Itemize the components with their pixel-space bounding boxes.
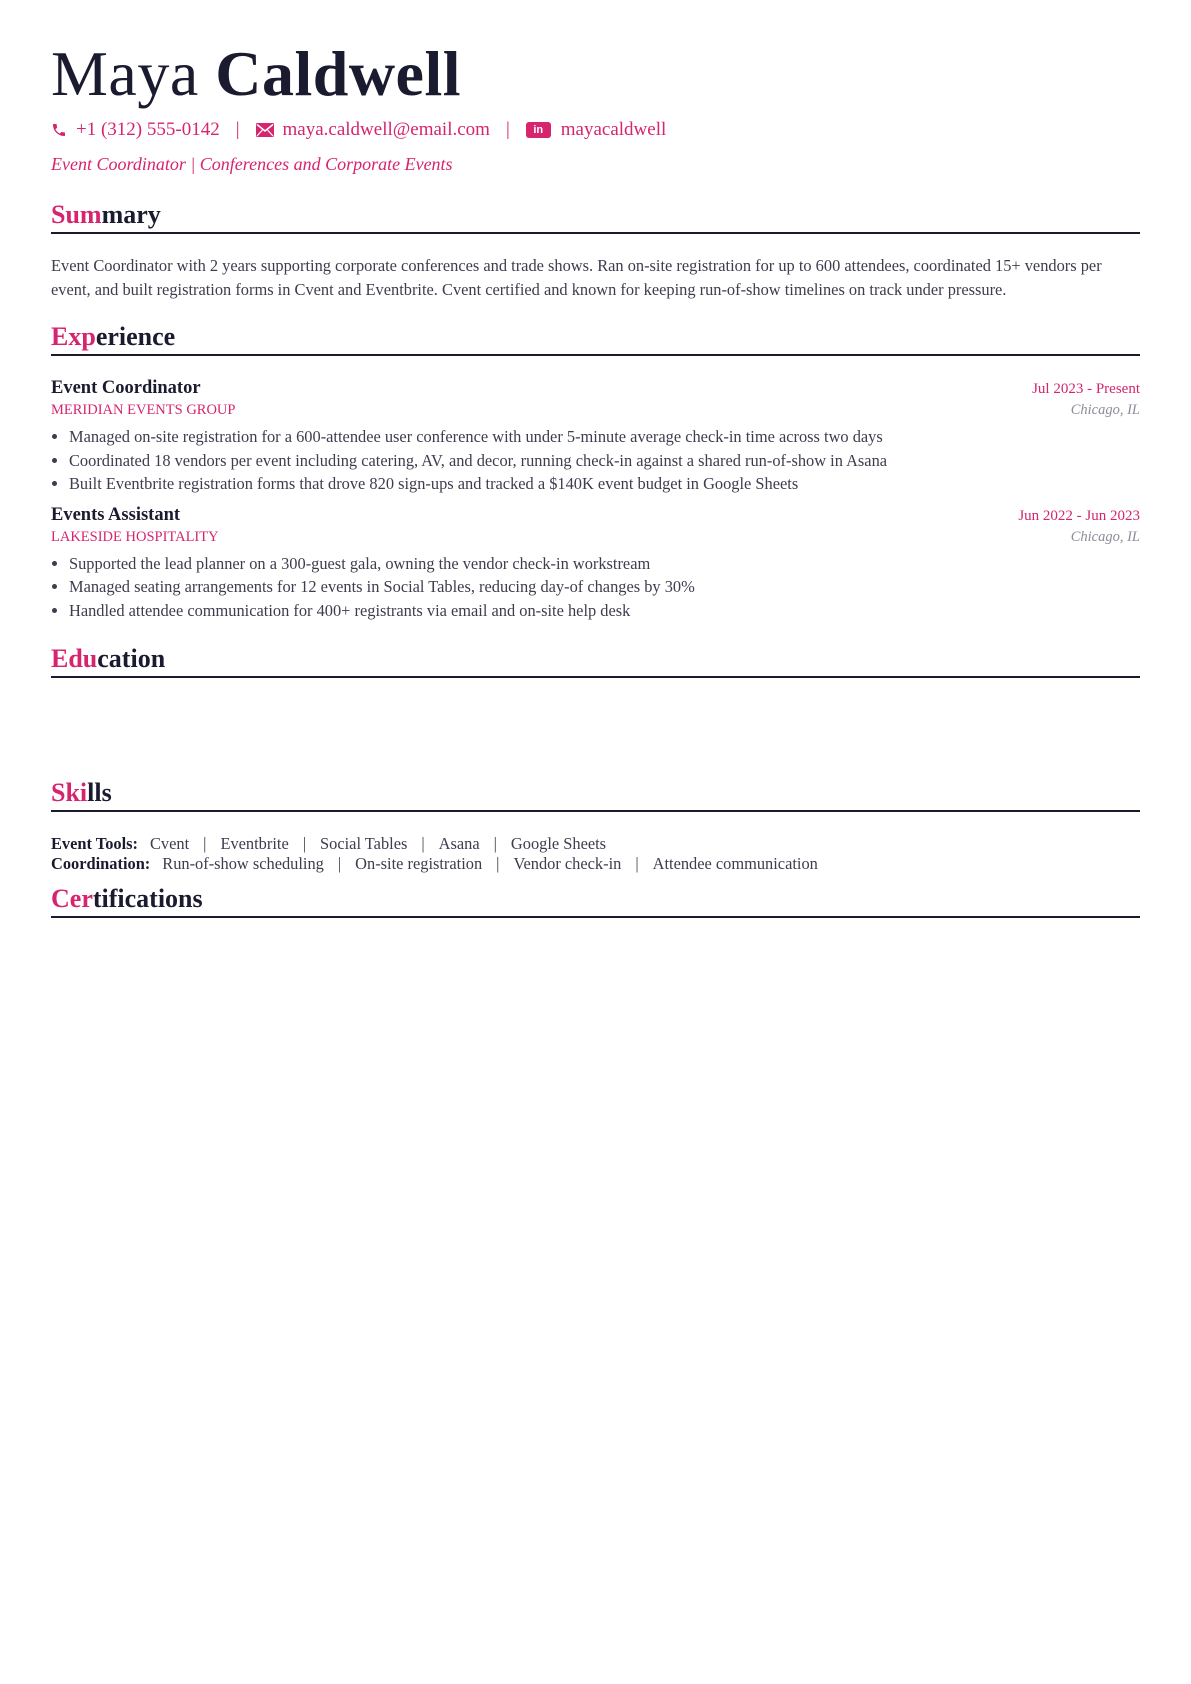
bullet-item: • Managed seating arrangements for 12 events in Social Tables, reducing day-of changes by 30% [69,575,1140,599]
skill-separator: | [493,834,497,853]
job-dates: Jun 2022 - Jun 2023 [1018,507,1140,524]
skill-separator: | [203,834,207,853]
job-entry [51,377,1140,496]
bullet-item: • Coordinated 18 vendors per event including catering, AV, and decor, running check-in against a shared run-of-show in Asana [69,449,1140,473]
skill-separator: | [302,834,307,853]
skill-separator: | [337,854,342,873]
linkedin-icon: in [526,122,551,138]
phone-icon [51,122,67,138]
skill-item: Run-of-show scheduling [162,854,324,873]
heading-accent: Cer [51,884,93,913]
section-heading-experience [51,322,1140,356]
skill-separator: | [496,854,500,873]
skill-separator: | [421,834,425,853]
skill-item: Eventbrite [220,834,289,853]
heading-rest: erience [95,322,176,351]
job-dates: Jul 2023 - Present [1032,381,1140,397]
heading-accent: Ski [51,778,88,807]
job-location: Chicago, IL [1070,528,1140,545]
skills-block [51,834,1140,874]
linkedin-contact[interactable] [526,119,667,141]
linkedin-text: mayacaldwell [560,119,667,140]
envelope-icon [256,123,274,137]
skill-category: Coordination: [51,854,151,873]
email-text: maya.caldwell@email.com [282,119,490,140]
skill-item: Vendor check-in [513,854,622,873]
job-location: Chicago, IL [1070,402,1140,418]
heading-rest: lls [87,778,112,807]
job-title: Event Coordinator [51,378,201,398]
job-subheader [51,526,1140,548]
contact-line [51,116,1140,144]
phone-text: +1 (312) 555-0142 [76,119,220,140]
email-contact[interactable] [256,119,490,141]
skill-item: Attendee communication [652,854,818,873]
skill-item: On-site registration [355,854,483,873]
heading-accent: Exp [51,322,96,351]
job-title: Events Assistant [51,504,181,525]
section-heading-education [51,644,1140,678]
section-heading-certifications [51,884,1140,918]
skill-category: Event Tools: [51,834,138,853]
job-company: LAKESIDE HOSPITALITY [51,528,219,545]
first-name: Maya [51,38,199,109]
candidate-name [51,38,1140,110]
job-entry [51,504,1140,623]
job-bullets [51,552,1140,623]
skill-item: Google Sheets [510,834,607,853]
bullet-item: • Managed on-site registration for a 600-attendee user conference with under 5-minute average check-in time across two days [69,425,1140,449]
heading-accent: Edu [51,644,98,673]
skill-item: Asana [438,834,480,853]
section-heading-skills [51,778,1140,812]
heading-rest: mary [101,200,161,229]
contact-separator: | [235,119,240,140]
job-header [51,377,1140,399]
skill-item: Cvent [150,834,190,853]
bullet-item: • Built Eventbrite registration forms that drove 820 sign-ups and tracked a $140K event budget in Google Sheets [69,472,1140,496]
job-header [51,504,1140,526]
last-name: Caldwell [215,38,461,109]
phone-contact[interactable] [51,119,220,141]
heading-rest: cation [97,644,166,673]
skill-item: Social Tables [320,834,408,853]
job-bullets [51,425,1140,496]
skill-separator: | [635,854,639,873]
skill-row-event-tools [51,834,1140,854]
job-company: MERIDIAN EVENTS GROUP [51,402,236,418]
summary-paragraph: Event Coordinator with 2 years supporting corporate conferences and trade shows. Ran on-site registration for up to 600 attendees, coordinated 15+ vendors per event, and built registration forms in Cvent and Eventbrite. Cvent certified and known for keeping run-of-show timelines on track under pressure. [51,256,1102,299]
heading-rest: tifications [92,884,203,913]
contact-separator: | [505,119,510,140]
heading-accent: Sum [51,200,102,229]
bullet-item: • Supported the lead planner on a 300-guest gala, owning the vendor check-in workstream [69,552,1140,576]
bullet-item: • Handled attendee communication for 400+ registrants via email and on-site help desk [69,599,1140,623]
job-subheader [51,399,1140,421]
section-heading-summary [51,200,1140,234]
headline-tagline: Event Coordinator | Conferences and Corporate Events [51,154,453,174]
skill-row-coordination [51,854,1140,874]
